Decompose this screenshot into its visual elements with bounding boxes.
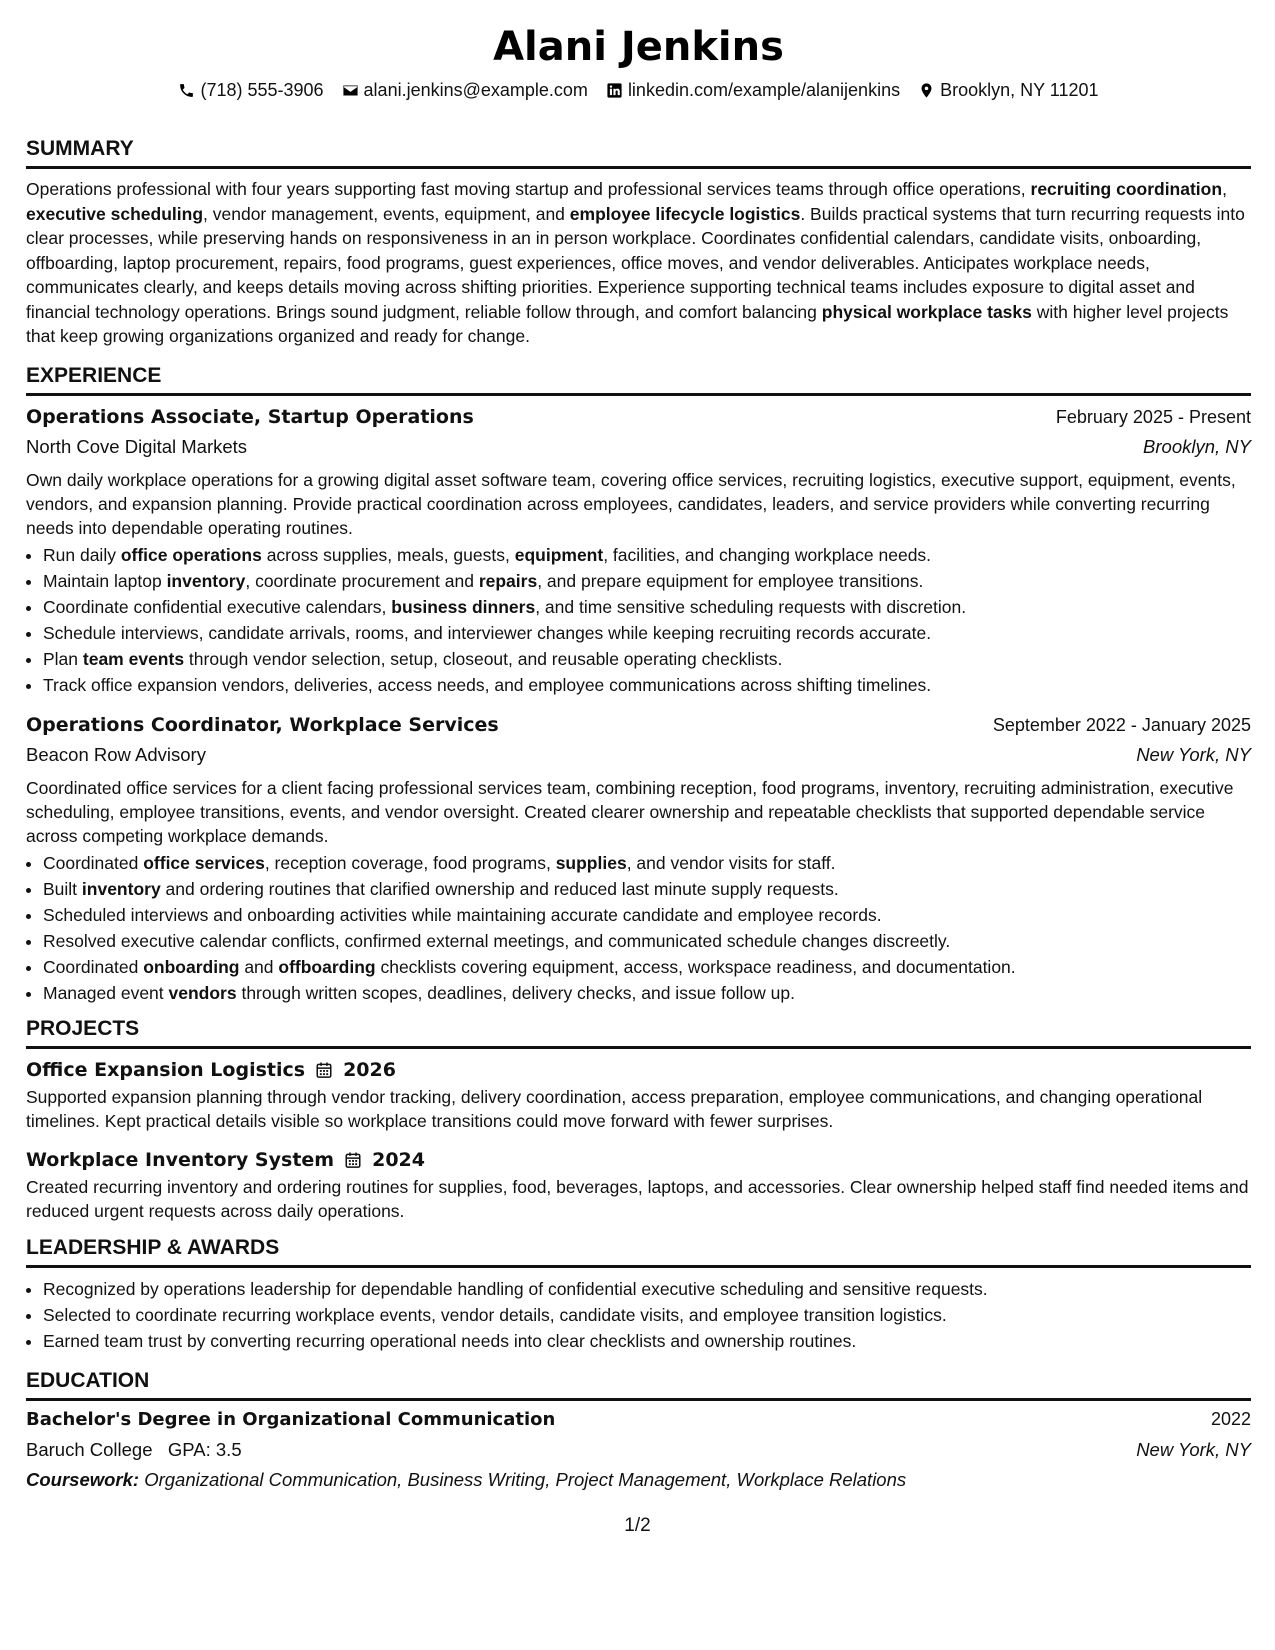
bold-phrase: recruiting coordination — [1030, 179, 1223, 199]
job-location: Brooklyn, NY — [1143, 435, 1251, 457]
gpa: GPA: 3.5 — [167, 1438, 242, 1460]
leadership-list — [26, 1276, 1251, 1354]
text-run: Track office expansion vendors, deliveries, access needs, and employee communications across shifting timelines. — [43, 674, 932, 695]
section-title-projects: PROJECTS — [26, 1016, 1251, 1049]
candidate-name: Alani Jenkins — [493, 24, 784, 70]
text-run: checklists covering equipment, access, workspace readiness, and documentation. — [375, 956, 1016, 977]
text-run: and ordering routines that clarified ownership and reduced last minute supply requests. — [160, 878, 839, 899]
text-run: , and time sensitive scheduling requests with discretion. — [535, 596, 967, 617]
job-entry — [26, 402, 1251, 698]
text-run: , and prepare equipment for employee transitions. — [537, 570, 924, 591]
map-pin-icon — [918, 82, 935, 99]
education-section — [26, 1368, 1251, 1495]
bold-phrase: office services — [143, 852, 265, 873]
bold-phrase: offboarding — [278, 956, 376, 977]
section-title-education: EDUCATION — [26, 1368, 1251, 1401]
calendar-icon — [315, 1061, 333, 1079]
bold-phrase: inventory — [81, 878, 161, 899]
bold-phrase: employee lifecycle logistics — [569, 203, 801, 224]
bold-phrase: office operations — [120, 544, 262, 565]
linkedin-icon — [606, 82, 623, 99]
job-description: Own daily workplace operations for a growing digital asset software team, covering office services, recruiting logistics, executive support, equipment, events, vendors, and expansion planning. Provide practical coordination across employees, candidates, leaders, and service providers while converting recurring needs into dependable operating routines. — [26, 469, 1236, 538]
linkedin-link[interactable]: linkedin.com/example/alanijenkins — [627, 80, 901, 100]
bold-phrase: team events — [82, 648, 185, 669]
resume-page — [26, 22, 1251, 1495]
bold-phrase: onboarding — [143, 956, 240, 977]
text-run: Managed event — [43, 982, 169, 1003]
text-run: through written scopes, deadlines, delivery checks, and issue follow up. — [236, 982, 795, 1003]
job-header — [26, 402, 1251, 432]
contact-location — [918, 78, 1098, 102]
bullet-item — [43, 672, 1251, 698]
award-item: • Earned team trust by converting recurring operational needs into clear checklists and ownership routines. — [43, 1328, 1251, 1354]
graduation-year: 2022 — [1210, 1408, 1251, 1429]
text-run: with higher level projects that keep growing organizations organized and ready for change. — [26, 301, 1229, 346]
summary-section — [26, 136, 1251, 349]
coursework-list: Organizational Communication, Business Writing, Project Management, Workplace Relations — [144, 1468, 907, 1490]
text-run: , coordinate procurement and — [245, 570, 479, 591]
email-link[interactable]: alani.jenkins@example.com — [363, 80, 588, 100]
contact-phone — [178, 78, 323, 102]
text-run: . Builds practical systems that turn recurring requests into clear processes, while preserving hands on responsiveness in an in person workplace. Coordinates confidential calendars, candidate visits, onboarding, offboarding, laptop procurement, repairs, food programs, guest experiences, office moves, and vendor deliverables. Anticipates workplace needs, communicates clearly, and keeps details moving across shifting priorities. Experience supporting technical teams includes exposure to digital asset and financial technology operations. Brings sound judgment, reliable follow through, and comfort balancing — [26, 203, 1245, 322]
bullet-item — [43, 620, 1251, 646]
section-title-summary: SUMMARY — [26, 136, 1251, 169]
bold-phrase: executive scheduling — [26, 203, 204, 224]
project-name: Workplace Inventory System — [26, 1148, 335, 1171]
education-header — [26, 1405, 1251, 1435]
bullet-item — [43, 954, 1251, 980]
text-run: Scheduled interviews and onboarding activities while maintaining accurate candidate and employee records. — [43, 904, 882, 925]
text-run: and — [239, 956, 279, 977]
bold-phrase: repairs — [478, 570, 538, 591]
job-description: Coordinated office services for a client facing professional services team, combining reception, food programs, inventory, recruiting administration, executive scheduling, employee transitions, events, and vendor oversight. Created clearer ownership and repeatable checklists that supported dependable service across competing workplace demands. — [26, 777, 1234, 846]
bullet-item — [43, 594, 1251, 620]
text-run: , — [1222, 179, 1227, 199]
job-subheader — [26, 740, 1251, 770]
text-run: Run daily — [43, 544, 121, 565]
coursework-label: Coursework: — [26, 1468, 140, 1490]
job-location: New York, NY — [1136, 743, 1251, 765]
job-dates: February 2025 - Present — [1055, 406, 1251, 427]
text-run: across supplies, meals, guests, — [261, 544, 515, 565]
phone-icon — [178, 82, 195, 99]
text-run: through vendor selection, setup, closeout, and reusable operating checklists. — [184, 648, 783, 669]
bullet-item — [43, 542, 1251, 568]
text-run: , facilities, and changing workplace needs. — [603, 544, 932, 565]
job-bullets — [26, 850, 1251, 1006]
project-year: 2026 — [343, 1058, 396, 1081]
company-name: North Cove Digital Markets — [26, 435, 248, 457]
envelope-icon — [342, 82, 359, 99]
job-subheader — [26, 432, 1251, 462]
bullet-item — [43, 568, 1251, 594]
company-name: Beacon Row Advisory — [26, 743, 206, 765]
job-list — [26, 402, 1251, 1006]
experience-section — [26, 363, 1251, 1006]
project-description: Created recurring inventory and ordering routines for supplies, food, beverages, laptops, and accessories. Clear ownership helped staff find needed items and reduced urgent requests across daily operations. — [26, 1176, 1249, 1221]
summary-text — [26, 177, 1251, 349]
text-run: Schedule interviews, candidate arrivals, rooms, and interviewer changes while keeping recruiting records accurate. — [43, 622, 932, 643]
projects-section — [26, 1016, 1251, 1223]
bold-phrase: business dinners — [391, 596, 536, 617]
education-school-row — [26, 1435, 1251, 1465]
bold-phrase: physical workplace tasks — [821, 301, 1032, 322]
bold-phrase: equipment — [514, 544, 604, 565]
project-entry — [26, 1145, 1251, 1223]
text-run: , reception coverage, food programs, — [264, 852, 556, 873]
bullet-item — [43, 850, 1251, 876]
section-title-experience: EXPERIENCE — [26, 363, 1251, 396]
text-run: Maintain laptop — [43, 570, 167, 591]
project-list — [26, 1055, 1251, 1223]
school-name: Baruch College — [26, 1438, 153, 1460]
text-run: , vendor management, events, equipment, and — [203, 203, 570, 224]
award-item: • Selected to coordinate recurring workplace events, vendor details, candidate visits, and employee transition logistics. — [43, 1302, 1251, 1328]
text-run: Resolved executive calendar conflicts, confirmed external meetings, and communicated schedule changes discreetly. — [43, 930, 951, 951]
calendar-icon — [344, 1151, 362, 1169]
project-header — [26, 1145, 1251, 1175]
text-run: Operations professional with four years supporting fast moving startup and professional services teams through office operations, — [26, 179, 1031, 199]
location-text: Brooklyn, NY 11201 — [940, 80, 1099, 100]
bullet-item — [43, 646, 1251, 672]
text-run: Coordinated — [43, 956, 144, 977]
text-run: , and vendor visits for staff. — [626, 852, 836, 873]
bold-phrase: supplies — [555, 852, 627, 873]
job-entry — [26, 710, 1251, 1006]
section-title-leadership: LEADERSHIP & AWARDS — [26, 1235, 1251, 1268]
school-location: New York, NY — [1136, 1438, 1251, 1460]
job-header — [26, 710, 1251, 740]
project-header — [26, 1055, 1251, 1085]
contact-bar — [26, 78, 1251, 102]
bullet-item — [43, 928, 1251, 954]
job-bullets — [26, 542, 1251, 698]
project-name: Office Expansion Logistics — [26, 1058, 306, 1081]
project-year: 2024 — [372, 1148, 425, 1171]
project-description: Supported expansion planning through vendor tracking, delivery coordination, access preparation, employee communications, and changing operational timelines. Kept practical details visible so workplace transitions could move forward with fewer surprises. — [26, 1086, 1203, 1131]
page-number: 1/2 — [624, 1515, 651, 1536]
coursework-line — [26, 1465, 1251, 1495]
bold-phrase: vendors — [168, 982, 237, 1003]
bold-phrase: inventory — [166, 570, 246, 591]
bullet-item — [43, 902, 1251, 928]
degree-name: Bachelor's Degree in Organizational Communication — [26, 1408, 556, 1430]
job-title: Operations Coordinator, Workplace Services — [26, 713, 499, 736]
phone-text: (718) 555-3906 — [200, 80, 324, 100]
award-item: • Recognized by operations leadership for dependable handling of confidential executive scheduling and sensitive requests. — [43, 1276, 1251, 1302]
text-run: Coordinated — [43, 852, 144, 873]
school-line — [26, 1435, 242, 1465]
job-dates: September 2022 - January 2025 — [992, 714, 1251, 735]
text-run: Coordinate confidential executive calendars, — [43, 596, 392, 617]
project-entry — [26, 1055, 1251, 1133]
job-title: Operations Associate, Startup Operations — [26, 405, 474, 428]
leadership-section — [26, 1235, 1251, 1354]
bullet-item — [43, 980, 1251, 1006]
contact-linkedin[interactable] — [606, 78, 900, 102]
contact-email[interactable] — [342, 78, 588, 102]
bullet-item — [43, 876, 1251, 902]
text-run: Plan — [43, 648, 83, 669]
text-run: Built — [43, 878, 82, 899]
